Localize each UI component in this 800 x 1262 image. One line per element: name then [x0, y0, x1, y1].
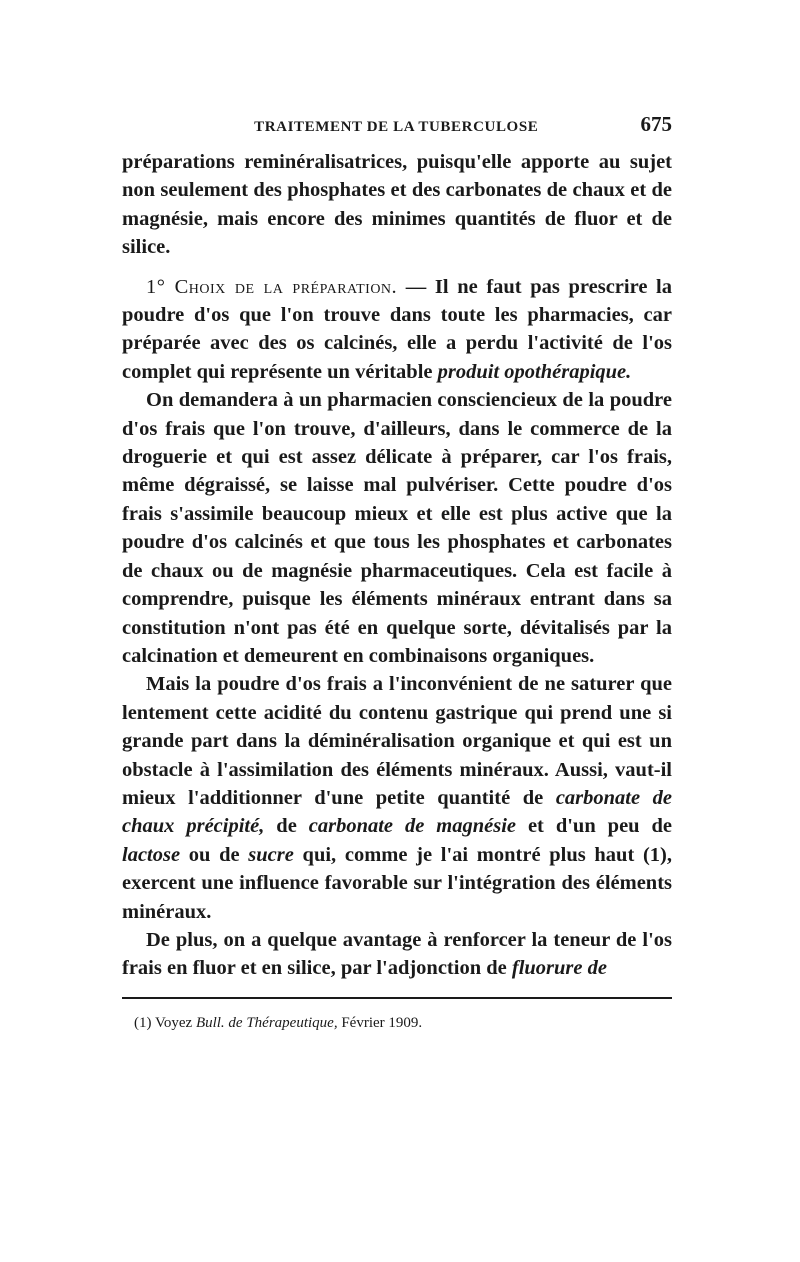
paragraph-text: ou de — [180, 843, 249, 866]
paragraph-text: Mais la poudre d'os frais a l'inconvénient de ne saturer que lentement cette acidité du contenu gastrique qui prend une si grande part dans la déminéralisation organique et qui est un obstacle à l'assimilation des éléments minéraux. Aussi, vaut-il mieux l'additionner d'une petite quantité de — [122, 673, 672, 809]
paragraph-text: et d'un peu de — [516, 815, 673, 838]
paragraph-text: préparations reminéralisatrices, puisqu'elle apporte au sujet non seulement des phosphates et des carbonates de chaux et de magnésie, mais encore des minimes quantités de fluor et de silice. — [122, 151, 672, 259]
paragraph-text: On demandera à un pharmacien consciencieux de la poudre d'os frais que l'on trouve, d'ailleurs, dans le commerce de la droguerie et qui est assez délicate à préparer, car l'os frais, même dégraissé, se laisse mal pulvériser. Cette poudre d'os frais s'assimile beaucoup mieux et elle est plus active que la poudre d'os calcinés et que tous les phosphates et carbonates de chaux ou de magnésie pharmaceutiques. Cela est facile à comprendre, puisque les éléments minéraux entrant dans sa constitution n'ont pas été en quelque sorte, dévitalisés par la calcination et demeurent en combinaisons organiques. — [122, 389, 672, 667]
running-title: TRAITEMENT DE LA TUBERCULOSE — [254, 119, 539, 135]
paragraph-choix — [122, 273, 672, 387]
paragraph-text: de — [264, 815, 309, 838]
page-number: 675 — [640, 112, 672, 136]
italic-term: fluorure de — [511, 957, 607, 980]
italic-term: carbonate de chaux précipité, — [122, 786, 672, 838]
italic-term: sucre — [248, 843, 294, 866]
footnote — [122, 1013, 672, 1033]
footnote-text: (1) Voyez — [134, 1014, 196, 1031]
paragraph-text: qui, comme je l'ai montré plus haut (1), exercent une influence favorable sur l'intégration des éléments minéraux. — [122, 843, 672, 923]
paragraph-continuation — [122, 148, 672, 262]
paragraph-text: De plus, on a quelque avantage à renforcer la teneur de l'os frais en fluor et en silice, par l'adjonction de — [122, 928, 672, 980]
book-page — [122, 112, 672, 1033]
italic-term: produit opothérapique. — [437, 360, 632, 383]
paragraph-pharmacien — [122, 386, 672, 670]
footnote-text: Février 1909. — [337, 1014, 423, 1031]
paragraph-inconvenient — [122, 670, 672, 926]
italic-term: lactose — [122, 843, 181, 866]
footnote-journal: Bull. de Thérapeutique, — [195, 1014, 338, 1031]
running-head — [122, 112, 672, 148]
footnote-rule — [122, 997, 672, 999]
paragraph-text: — Il ne faut pas prescrire la poudre d'os que l'on trouve dans toute les pharmacies, car préparée avec des os calcinés, elle a perdu l'activité de l'os complet qui représente un véritable — [122, 275, 672, 383]
paragraph-fluor — [122, 926, 672, 983]
section-heading: 1° Choix de la préparation. — [146, 275, 398, 298]
body-text — [122, 148, 672, 983]
italic-term: carbonate de magnésie — [308, 815, 516, 838]
